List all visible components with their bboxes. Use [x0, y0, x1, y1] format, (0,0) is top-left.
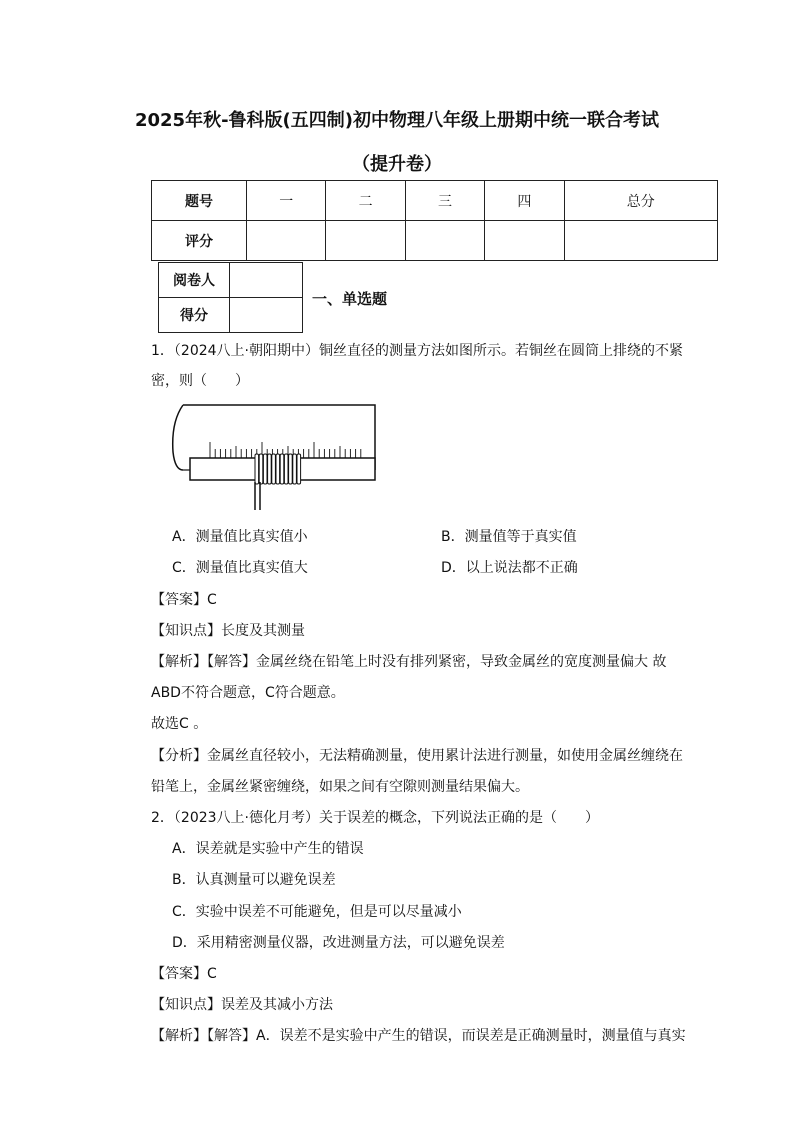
- q1-note-line2: 铅笔上，金属丝紧密缠绕，如果之间有空隙则测量结果偏大。: [151, 779, 529, 795]
- score-cell: [405, 221, 484, 261]
- page-subtitle: （提升卷）: [352, 154, 442, 175]
- wire-coil: [284, 454, 288, 484]
- q1-stem-line1: 1．（2024八上·朝阳期中）铜丝直径的测量方法如图所示。若铜丝在圆筒上排绕的不紧: [151, 343, 683, 359]
- q2-stem: 2．（2023八上·德化月考）关于误差的概念，下列说法正确的是（ ）: [151, 810, 599, 826]
- wire-coil: [293, 454, 297, 484]
- score-value-cell: [230, 298, 303, 333]
- score-col-3: 三: [405, 181, 484, 221]
- score-col-4: 四: [485, 181, 564, 221]
- wire-coil: [289, 454, 293, 484]
- wire-coil: [263, 454, 267, 484]
- wire-coil: [297, 454, 301, 484]
- q1-stem-line2: 密，则（ ）: [151, 373, 249, 389]
- reviewer-label: 阅卷人: [159, 263, 230, 298]
- q1-conclusion: 故选C 。: [151, 716, 208, 732]
- score-cell: [485, 221, 564, 261]
- score-cell: [564, 221, 718, 261]
- q2-option-d: D．采用精密测量仪器，改进测量方法，可以避免误差: [172, 935, 505, 951]
- q2-option-b: B．认真测量可以避免误差: [172, 872, 336, 888]
- wire-coil: [272, 454, 276, 484]
- q1-option-c: C．测量值比真实值大: [172, 560, 308, 576]
- q2-analysis-line1: 【解析】【解答】A．误差不是实验中产生的错误，而误差是正确测量时，测量值与真实: [151, 1028, 686, 1044]
- wire-coil: [255, 454, 259, 484]
- wire-coil: [280, 454, 284, 484]
- section-title: 一、单选题: [312, 290, 388, 308]
- q2-option-c: C．实验中误差不可能避免，但是可以尽量减小: [172, 904, 462, 920]
- score-cell: [247, 221, 326, 261]
- q2-option-a: A．误差就是实验中产生的错误: [172, 841, 364, 857]
- wire-coil: [276, 454, 280, 484]
- q1-option-d: D．以上说法都不正确: [441, 560, 578, 576]
- reviewer-cell: [230, 263, 303, 298]
- score-table-score-row: [152, 221, 718, 261]
- q1-analysis-line2: ABD不符合题意，C符合题意。: [151, 685, 345, 701]
- score-table: [151, 180, 718, 261]
- score-col-2: 二: [326, 181, 405, 221]
- q1-note-line1: 【分析】金属丝直径较小，无法精确测量，使用累计法进行测量，如使用金属丝缠绕在: [151, 748, 683, 764]
- score-table-header-row: [152, 181, 718, 221]
- score-row-header-number: 题号: [152, 181, 247, 221]
- q1-answer: 【答案】C: [151, 592, 217, 608]
- score-label: 得分: [159, 298, 230, 333]
- score-col-total: 总分: [564, 181, 718, 221]
- wire-coil: [268, 454, 272, 484]
- grader-box: [158, 262, 303, 333]
- q2-answer: 【答案】C: [151, 966, 217, 982]
- q2-knowledge: 【知识点】误差及其减小方法: [151, 997, 333, 1013]
- q1-option-b: B．测量值等于真实值: [441, 529, 577, 545]
- q1-option-a: A．测量值比真实值小: [172, 529, 308, 545]
- wire-on-cylinder-figure: [165, 400, 380, 515]
- wire-coil: [259, 454, 263, 484]
- page-title: 2025年秋-鲁科版(五四制)初中物理八年级上册期中统一联合考试: [134, 110, 660, 131]
- q1-knowledge: 【知识点】长度及其测量: [151, 623, 305, 639]
- q1-analysis-line1: 【解析】【解答】金属丝绕在铅笔上时没有排列紧密，导致金属丝的宽度测量偏大 故: [151, 654, 667, 670]
- score-col-1: 一: [247, 181, 326, 221]
- score-cell: [326, 221, 405, 261]
- score-row-header-score: 评分: [152, 221, 247, 261]
